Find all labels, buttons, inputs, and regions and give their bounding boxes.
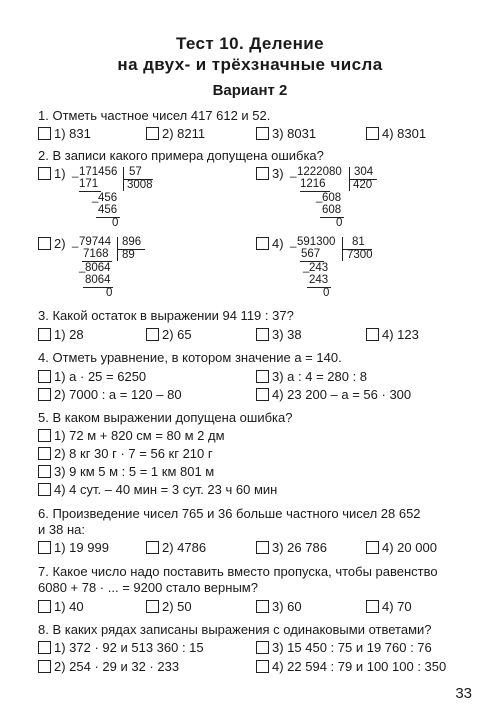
question-7-text-line2: 6080 + 78 · ... = 9200 стало верным? xyxy=(38,580,258,595)
checkbox[interactable] xyxy=(366,541,379,554)
q4-option-3[interactable]: 3) a : 4 = 280 : 8 xyxy=(256,369,367,384)
q4-option-2[interactable]: 2) 7000 : a = 120 – 80 xyxy=(38,387,182,402)
checkbox[interactable] xyxy=(38,237,51,250)
q1-option-2[interactable]: 2) 8211 xyxy=(146,126,205,141)
final-remainder: 0 xyxy=(106,287,113,299)
q2-example-3: 3) _ 1222080 304 1216 420 _ 608 608 0 xyxy=(256,166,426,236)
checkbox[interactable] xyxy=(256,370,269,383)
checkbox[interactable] xyxy=(256,167,269,180)
q5-option-1[interactable]: 1) 72 м + 820 см = 80 м 2 дм xyxy=(38,428,225,443)
checkbox[interactable] xyxy=(366,328,379,341)
subtrahend: 7168 xyxy=(83,248,109,260)
checkbox[interactable] xyxy=(146,328,159,341)
q5-option-2[interactable]: 2) 8 кг 30 г · 7 = 56 кг 210 г xyxy=(38,446,213,461)
q7-option-1[interactable]: 1) 40 xyxy=(38,599,84,614)
q3-option-1[interactable]: 1) 28 xyxy=(38,327,84,342)
q2-example-1: 1) _ 171456 57 171 3008 _ 456 456 0 xyxy=(38,166,188,236)
dividend: 171456 xyxy=(79,166,118,178)
final-remainder: 0 xyxy=(112,217,119,229)
checkbox[interactable] xyxy=(366,600,379,613)
q7-option-3[interactable]: 3) 60 xyxy=(256,599,302,614)
q7-option-2[interactable]: 2) 50 xyxy=(146,599,192,614)
q8-option-1[interactable]: 1) 372 · 92 и 513 360 : 15 xyxy=(38,640,204,655)
q3-option-4[interactable]: 4) 123 xyxy=(366,327,419,342)
q6-option-3[interactable]: 3) 26 786 xyxy=(256,540,327,555)
q2-example-4: 4) _ 591300 81 567 7300 _ 243 243 0 xyxy=(256,236,426,306)
question-1-text: 1. Отметь частное чисел 417 612 и 52. xyxy=(38,108,271,123)
final-remainder: 0 xyxy=(323,287,330,299)
remainder-step: 608 xyxy=(322,192,342,204)
checkbox[interactable] xyxy=(146,541,159,554)
q7-option-4[interactable]: 4) 70 xyxy=(366,599,412,614)
question-4-text: 4. Отметь уравнение, в котором значение a = 140. xyxy=(38,350,342,365)
q2-example-2: 2) _ 79744 896 7168 89 _ 8064 8064 0 xyxy=(38,236,208,306)
checkbox[interactable] xyxy=(38,447,51,460)
checkbox[interactable] xyxy=(38,600,51,613)
subtrahend: 1216 xyxy=(300,178,326,190)
question-3-text: 3. Какой остаток в выражении 94 119 : 37? xyxy=(38,308,294,323)
checkbox[interactable] xyxy=(38,167,51,180)
remainder-sub: 243 xyxy=(309,274,329,286)
dividend: 79744 xyxy=(79,236,111,248)
page-subtitle: на двух- и трёхзначные числа xyxy=(117,55,383,74)
q1-option-1[interactable]: 1) 831 xyxy=(38,126,91,141)
q8-option-4[interactable]: 4) 22 594 : 79 и 100 100 : 350 xyxy=(256,659,446,674)
quotient: 420 xyxy=(353,179,373,191)
remainder-step: 8064 xyxy=(85,262,111,274)
checkbox[interactable] xyxy=(256,660,269,673)
q1-option-4[interactable]: 4) 8301 xyxy=(366,126,426,141)
checkbox[interactable] xyxy=(38,429,51,442)
q3-option-3[interactable]: 3) 38 xyxy=(256,327,302,342)
question-6-text-line1: 6. Произведение чисел 765 и 36 больше частного чисел 28 652 xyxy=(38,506,421,521)
q5-option-3[interactable]: 3) 9 км 5 м : 5 = 1 км 801 м xyxy=(38,464,214,479)
question-2-text: 2. В записи какого примера допущена ошибка? xyxy=(38,148,324,163)
checkbox[interactable] xyxy=(256,388,269,401)
divisor: 896 xyxy=(122,236,142,248)
page-title: Тест 10. Деление xyxy=(175,34,324,53)
remainder-sub: 608 xyxy=(322,204,342,216)
divisor: 304 xyxy=(354,166,374,178)
q6-option-2[interactable]: 2) 4786 xyxy=(146,540,206,555)
final-remainder: 0 xyxy=(336,217,343,229)
checkbox[interactable] xyxy=(38,483,51,496)
variant-label: Вариант 2 xyxy=(212,82,288,99)
remainder-step: 243 xyxy=(309,262,329,274)
question-5-text: 5. В каком выражении допущена ошибка? xyxy=(38,410,293,425)
checkbox[interactable] xyxy=(38,465,51,478)
quotient: 7300 xyxy=(347,249,373,261)
subtrahend: 567 xyxy=(301,248,321,260)
checkbox[interactable] xyxy=(256,237,269,250)
checkbox[interactable] xyxy=(366,127,379,140)
q6-option-4[interactable]: 4) 20 000 xyxy=(366,540,437,555)
question-8-text: 8. В каких рядах записаны выражения с одинаковыми ответами? xyxy=(38,622,432,637)
quotient: 3008 xyxy=(127,179,153,191)
checkbox[interactable] xyxy=(146,127,159,140)
q8-option-3[interactable]: 3) 15 450 : 75 и 19 760 : 76 xyxy=(256,640,432,655)
checkbox[interactable] xyxy=(256,328,269,341)
checkbox[interactable] xyxy=(38,660,51,673)
checkbox[interactable] xyxy=(146,600,159,613)
dividend: 591300 xyxy=(297,236,336,248)
page-number: 33 xyxy=(455,685,472,702)
minus-sign: _ xyxy=(72,166,79,178)
q6-option-1[interactable]: 1) 19 999 xyxy=(38,540,109,555)
subtrahend: 171 xyxy=(79,178,99,190)
q1-option-3[interactable]: 3) 8031 xyxy=(256,126,316,141)
divisor: 57 xyxy=(129,166,142,178)
remainder-step: 456 xyxy=(98,192,118,204)
q4-option-4[interactable]: 4) 23 200 – a = 56 · 300 xyxy=(256,387,411,402)
checkbox[interactable] xyxy=(38,328,51,341)
quotient: 89 xyxy=(122,249,135,261)
checkbox[interactable] xyxy=(38,541,51,554)
checkbox[interactable] xyxy=(256,541,269,554)
question-7-text-line1: 7. Какое число надо поставить вместо пропуска, чтобы равенство xyxy=(38,564,438,579)
q3-option-2[interactable]: 2) 65 xyxy=(146,327,192,342)
q4-option-1[interactable]: 1) a · 25 = 6250 xyxy=(38,369,146,384)
remainder-sub: 8064 xyxy=(85,274,111,286)
checkbox[interactable] xyxy=(38,127,51,140)
divisor: 81 xyxy=(352,236,365,248)
q8-option-2[interactable]: 2) 254 · 29 и 32 · 233 xyxy=(38,659,179,674)
question-6-text-line2: и 38 на: xyxy=(38,522,85,537)
dividend: 1222080 xyxy=(297,166,342,178)
remainder-sub: 456 xyxy=(98,204,118,216)
checkbox[interactable] xyxy=(256,127,269,140)
q5-option-4[interactable]: 4) 4 сут. – 40 мин = 3 сут. 23 ч 60 мин xyxy=(38,482,277,497)
checkbox[interactable] xyxy=(38,388,51,401)
checkbox[interactable] xyxy=(256,641,269,654)
checkbox[interactable] xyxy=(256,600,269,613)
checkbox[interactable] xyxy=(38,370,51,383)
checkbox[interactable] xyxy=(38,641,51,654)
